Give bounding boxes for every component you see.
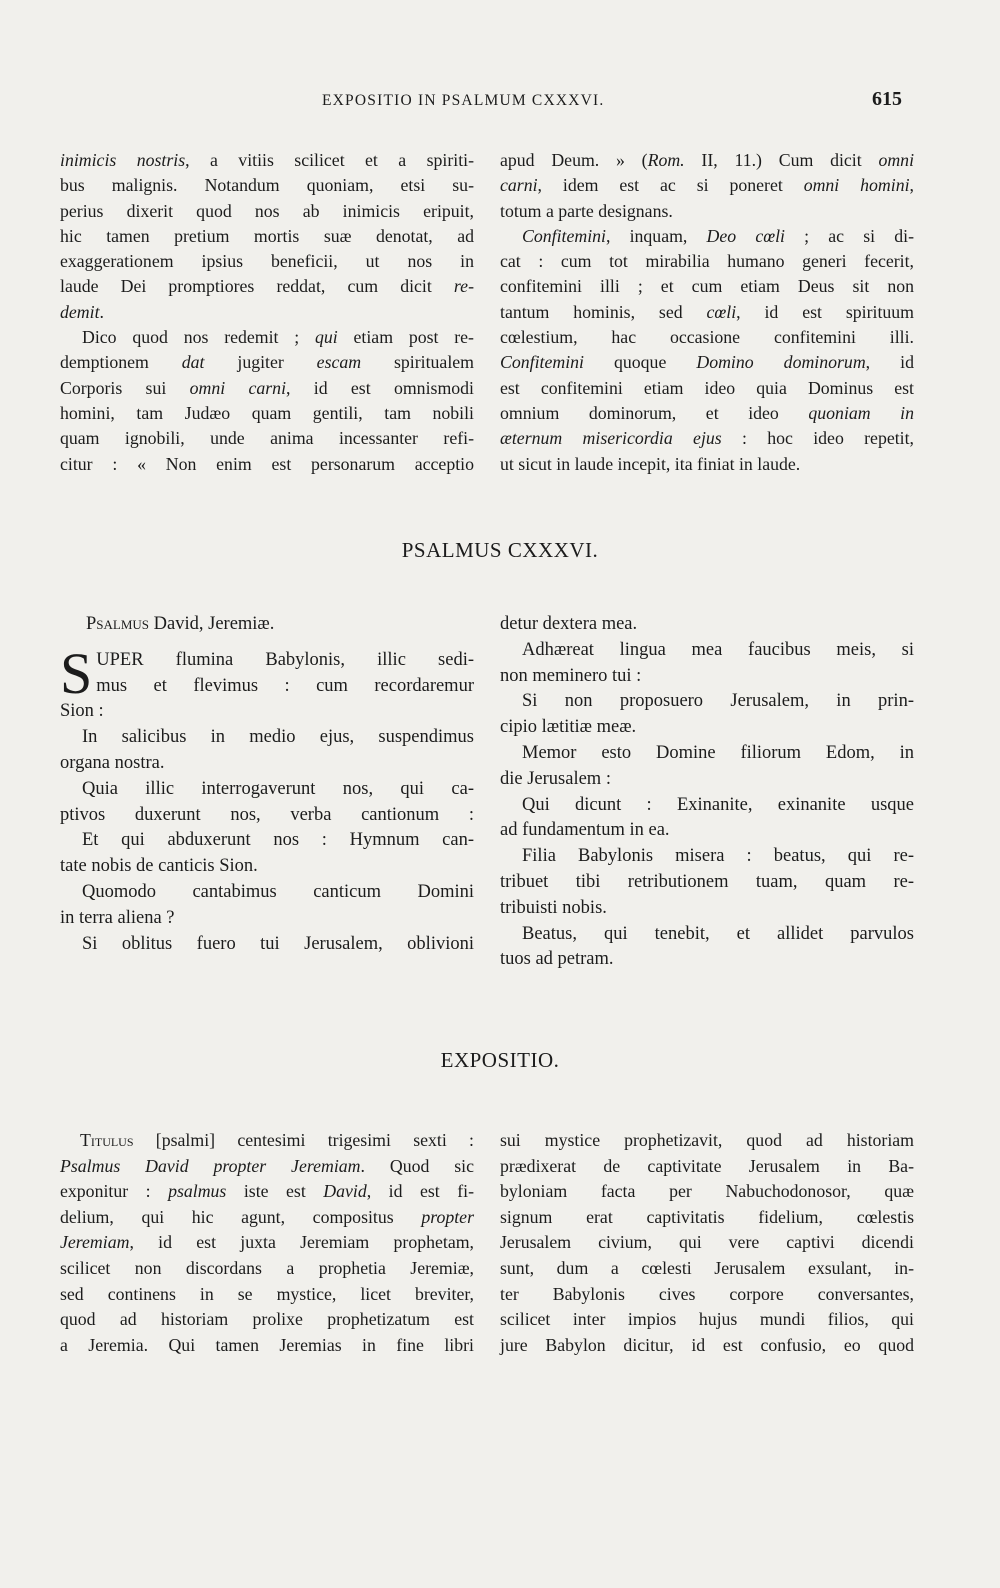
text-line: quod ad historiam prolixe prophetizatum est — [60, 1309, 474, 1330]
text-line: perius dixerit quod nos ab inimicis eripuit, — [60, 200, 474, 221]
drop-cap: S — [60, 640, 93, 706]
text-line: scilicet inter impios hujus mundi filios, qui — [500, 1309, 914, 1330]
text-line: Confitemini quoque Domino dominorum, id — [500, 352, 914, 373]
paragraph — [500, 148, 914, 224]
right-column-continuation — [500, 148, 914, 477]
text-line: in terra aliena ? — [60, 907, 175, 928]
text-line: die Jerusalem : — [500, 768, 611, 789]
psalm-text-left — [60, 612, 474, 957]
text-line: Adhæreat lingua mea faucibus meis, si — [522, 639, 914, 660]
text-line: quam ignobili, unde anima incessanter refi- — [60, 428, 474, 449]
text-line: Si non proposuero Jerusalem, in prin- — [522, 691, 914, 712]
text-line: Si oblitus fuero tui Jerusalem, oblivioni — [82, 933, 474, 954]
expositio-left-column — [60, 1128, 474, 1358]
psalm-title: PSALMUS CXXXVI. — [401, 538, 599, 562]
text-line: carni, idem est ac si poneret omni homini, — [500, 175, 914, 196]
text-line: homini, tam Judæo quam gentili, tam nobili — [60, 402, 474, 423]
paragraph — [500, 612, 914, 973]
text-line: exaggerationem ipsius beneficii, ut nos in — [60, 251, 474, 272]
text-line: Quia illic interrogaverunt nos, qui ca- — [82, 778, 474, 799]
text-line: tantum hominis, sed cœli, id est spirituum — [500, 301, 914, 322]
text-line: Sion : — [60, 701, 104, 722]
text-line: ad fundamentum in ea. — [500, 820, 670, 841]
text-line: cipio lætitiæ meæ. — [500, 717, 637, 738]
text-line: cœlestium, hac occasione confitemini illi. — [500, 327, 914, 348]
text-line: est confitemini etiam ideo quia Dominus est — [500, 377, 914, 398]
text-line: apud Deum. » (Rom. II, 11.) Cum dicit omni — [500, 150, 915, 170]
text-line: scilicet non discordans a prophetia Jeremiæ, — [60, 1257, 474, 1278]
paragraph — [60, 325, 474, 477]
text-line: ut sicut in laude incepit, ita finiat in laude. — [500, 453, 801, 474]
text-line: a Jeremia. Qui tamen Jeremias in fine libri — [60, 1334, 474, 1355]
text-line: organa nostra. — [60, 752, 165, 773]
text-line: Memor esto Domine filiorum Edom, in — [522, 742, 914, 763]
text-line: tribuet tibi retributionem tuam, quam re- — [500, 871, 914, 892]
text-line: Qui dicunt : Exinanite, exinanite usque — [522, 794, 914, 815]
text-line: Et qui abduxerunt nos : Hymnum can- — [82, 830, 474, 851]
text-line: UPER flumina Babylonis, illic sedi- — [96, 649, 474, 670]
text-line: In salicibus in medio ejus, suspendimus — [82, 727, 474, 748]
text-line: Jerusalem civium, qui vere captivi dicendi — [500, 1232, 914, 1253]
text-line: bus malignis. Notandum quoniam, etsi su- — [60, 175, 474, 196]
text-line: Corporis sui omni carni, id est omnismodi — [60, 377, 474, 398]
text-line: tribuisti nobis. — [500, 897, 607, 918]
text-line: laude Dei promptiores reddat, cum dicit re- — [60, 276, 474, 297]
text-line: ter Babylonis cives corpore conversantes, — [500, 1283, 914, 1304]
text-line: demptionem dat jugiter escam spiritualem — [60, 352, 474, 373]
text-line: detur dextera mea. — [500, 614, 638, 634]
running-title: EXPOSITIO IN PSALMUM CXXXVI. — [322, 92, 605, 109]
text-line: demit. — [60, 301, 104, 322]
psalm-heading — [60, 612, 474, 638]
text-line: sui mystice prophetizavit, quod ad historiam — [500, 1130, 914, 1150]
text-line: delium, qui hic agunt, compositus propter — [60, 1206, 474, 1227]
page-number: 615 — [872, 88, 902, 110]
text-line: inimicis nostris, a vitiis scilicet et a spiriti- — [60, 150, 475, 170]
text-line: signum erat captivitatis fidelium, cœlestis — [500, 1206, 914, 1227]
psalm-heading-rest: David, Jeremiæ. — [149, 614, 275, 634]
text-line: mus et flevimus : cum recordaremur — [96, 675, 474, 696]
text-line: Jeremiam, id est juxta Jeremiam prophetam, — [60, 1232, 474, 1253]
text-line: Dico quod nos redemit ; qui etiam post re- — [82, 327, 474, 348]
paragraph — [500, 1128, 914, 1358]
paragraph — [500, 224, 914, 350]
text-line: Titulus [psalmi] centesimi trigesimi sexti : — [80, 1130, 474, 1150]
text-line: prædixerat de captivitate Jerusalem in Ba- — [500, 1155, 914, 1176]
text-line: Filia Babylonis misera : beatus, qui re- — [522, 846, 914, 867]
left-column-continuation — [60, 148, 474, 477]
text-line: byloniam facta per Nabuchodonosor, quæ — [500, 1181, 914, 1202]
text-line: Beatus, qui tenebit, et allidet parvulos — [522, 923, 914, 944]
psalm-heading-caps: Psalmus — [86, 614, 150, 634]
text-line: cat : cum tot mirabilia humano generi fecerit, — [500, 251, 914, 272]
text-line: Quomodo cantabimus canticum Domini — [82, 881, 474, 902]
text-line: Confitemini, inquam, Deo cœli ; ac si di- — [522, 225, 915, 246]
paragraph — [500, 350, 914, 476]
text-line: non meminero tui : — [500, 665, 642, 686]
text-line: Psalmus David propter Jeremiam. Quod sic — [60, 1155, 474, 1176]
text-line: sed continens in se mystice, licet breviter, — [60, 1283, 474, 1304]
text-line: tuos ad petram. — [500, 949, 614, 970]
text-line: jure Babylon dicitur, id est confusio, eo quod — [500, 1334, 914, 1355]
text-line: ptivos duxerunt nos, verba cantionum : — [60, 804, 474, 825]
psalm-text-right — [500, 612, 914, 973]
expositio-right-column — [500, 1128, 914, 1358]
paragraph — [60, 1128, 474, 1358]
paragraph — [60, 640, 474, 958]
paragraph — [60, 148, 474, 325]
expositio-title: EXPOSITIO. — [440, 1048, 560, 1072]
text-line: confitemini illi ; et cum etiam Deus sit non — [500, 276, 914, 297]
text-line: sunt, dum a cœlesti Jerusalem exsulant, in- — [500, 1257, 914, 1278]
text-line: totum a parte designans. — [500, 200, 673, 221]
text-line: citur : « Non enim est personarum acceptio — [60, 453, 474, 474]
text-line: hic tamen pretium mortis suæ denotat, ad — [60, 225, 474, 246]
text-line: tate nobis de canticis Sion. — [60, 856, 258, 877]
text-line: æternum misericordia ejus : hoc ideo repetit, — [500, 428, 914, 449]
text-line: exponitur : psalmus iste est David, id est fi- — [60, 1181, 474, 1202]
text-line: omnium dominorum, et ideo quoniam in — [500, 402, 914, 423]
